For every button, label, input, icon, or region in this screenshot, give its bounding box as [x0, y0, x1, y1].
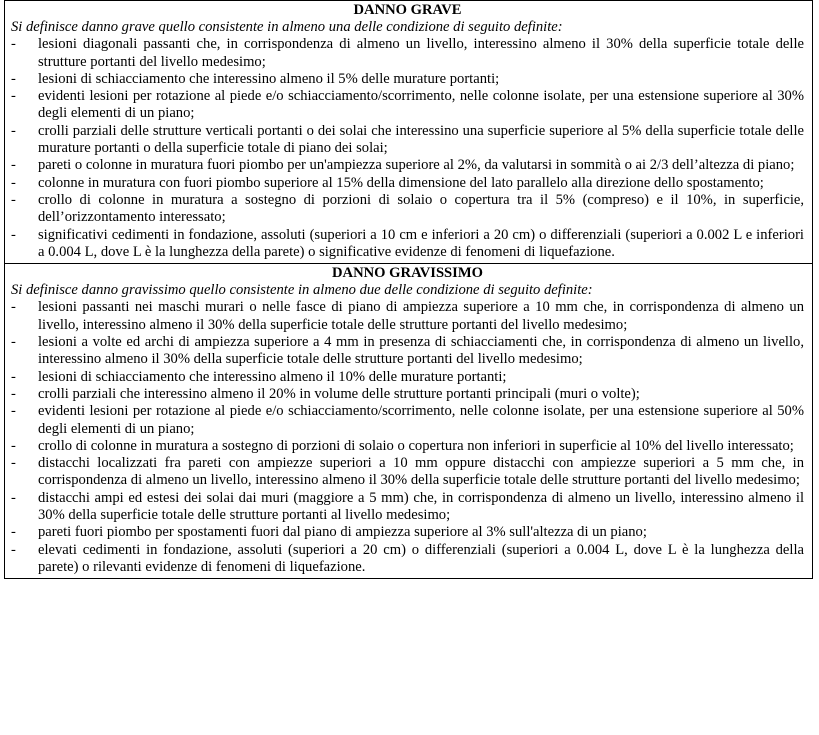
- list-item: - lesioni diagonali passanti che, in corrispondenza di almeno un livello, interessino almeno il 30% della superficie totale delle strutture portanti del livello medesimo;: [11, 36, 804, 71]
- list-item: - pareti fuori piombo per spostamenti fuori dal piano di ampiezza superiore al 3% sull'altezza di un piano;: [11, 524, 804, 541]
- list-item: - elevati cedimenti in fondazione, assoluti (superiori a 20 cm) o differenziali (superiori a 0.004 L, dove L è la lunghezza della parete) o rilevanti evidenze di fenomeni di liquefazione.: [11, 542, 804, 577]
- list-item: - distacchi ampi ed estesi dei solai dai muri (maggiore a 5 mm) che, in corrispondenza di almeno un livello, interessino almeno il 30% della superficie totale delle strutture portanti al livello medesimo;: [11, 490, 804, 525]
- danno-grave-list: [11, 36, 804, 261]
- list-item: - crolli parziali delle strutture verticali portanti o dei solai che interessino una superficie superiore al 5% della superficie totale delle murature portanti o della superficie totale di piano dei solai;: [11, 123, 804, 158]
- list-item: - significativi cedimenti in fondazione, assoluti (superiori a 10 cm e inferiori a 20 cm) o differenziali (superiori a 0.002 L e inferiori a 0.004 L, dove L è la lunghezza della parete) o significative evidenze di fenomeni di liquefazione.: [11, 227, 804, 262]
- list-item: - crollo di colonne in muratura a sostegno di porzioni di solaio o copertura tra il 5% (compreso) e il 10%, in superficie, dell’orizzontamento interessato;: [11, 192, 804, 227]
- list-item: - crollo di colonne in muratura a sostegno di porzioni di solaio o copertura non inferiori in superficie al 10% del livello interessato;: [11, 438, 804, 455]
- danno-gravissimo-title: DANNO GRAVISSIMO: [332, 265, 483, 282]
- list-item: - lesioni passanti nei maschi murari o nelle fasce di piano di ampiezza superiore a 10 mm che, in corrispondenza di almeno un livello, interessino almeno il 30% della superficie totale delle strutture portanti del livello medesimo;: [11, 299, 804, 334]
- list-item: - crolli parziali che interessino almeno il 20% in volume delle strutture portanti principali (muri o volte);: [11, 386, 804, 403]
- danno-gravissimo-list: [11, 299, 804, 576]
- list-item: - evidenti lesioni per rotazione al piede e/o schiacciamento/scorrimento, nelle colonne isolate, per una estensione superiore al 50% degli elementi di un piano;: [11, 403, 804, 438]
- list-item: - lesioni a volte ed archi di ampiezza superiore a 4 mm in presenza di schiacciamenti che, in corrispondenza di almeno un livello, interessino almeno il 30% della superficie totale delle strutture portanti del livello medesimo;: [11, 334, 804, 369]
- list-item: - distacchi localizzati fra pareti con ampiezze superiori a 10 mm oppure distacchi con ampiezze superiori a 5 mm che, in corrispondenza di almeno un livello, interessino almeno il 30% della superficie totale delle strutture portanti del livello medesimo;: [11, 455, 804, 490]
- danno-gravissimo-intro: Si definisce danno gravissimo quello consistente in almeno due delle condizione di seguito definite:: [11, 282, 593, 299]
- list-item: - pareti o colonne in muratura fuori piombo per un'ampiezza superiore al 2%, da valutarsi in sommità o ai 2/3 dell’altezza di piano;: [11, 157, 804, 174]
- list-item: - lesioni di schiacciamento che interessino almeno il 10% delle murature portanti;: [11, 369, 804, 386]
- danno-grave-section: [4, 0, 813, 264]
- list-item: - lesioni di schiacciamento che interessino almeno il 5% delle murature portanti;: [11, 71, 804, 88]
- danno-grave-intro: Si definisce danno grave quello consistente in almeno una delle condizione di seguito definite:: [11, 19, 563, 35]
- danno-grave-title: DANNO GRAVE: [353, 2, 462, 18]
- list-item: - colonne in muratura con fuori piombo superiore al 15% della dimensione del lato parallelo alla direzione dello spostamento;: [11, 175, 804, 192]
- danno-gravissimo-section: [4, 264, 813, 579]
- list-item: - evidenti lesioni per rotazione al piede e/o schiacciamento/scorrimento, nelle colonne isolate, per una estensione superiore al 30% degli elementi di un piano;: [11, 88, 804, 123]
